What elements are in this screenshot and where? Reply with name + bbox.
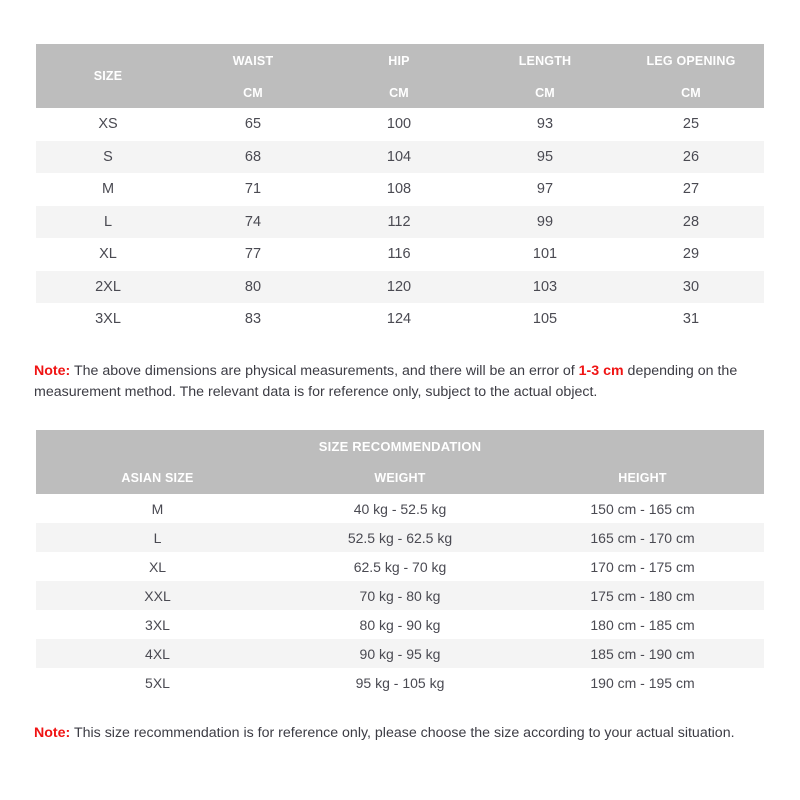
cell-hip: 104	[386, 148, 412, 165]
table-row	[36, 639, 764, 668]
column-unit-leg-opening: CM	[618, 77, 764, 108]
measurement-table	[36, 44, 764, 336]
cell-length: 97	[536, 181, 554, 198]
cell-leg-opening: 26	[682, 148, 700, 165]
cell-waist: 83	[244, 311, 262, 328]
cell-leg-opening: 31	[682, 311, 700, 328]
table-row	[36, 238, 764, 271]
cell-length: 93	[536, 116, 554, 133]
cell-leg-opening: 30	[682, 278, 700, 295]
measurement-table-header	[36, 44, 764, 108]
table-row	[36, 141, 764, 174]
note-text-before: This size recommendation is for reference only, please choose the size according to your actual situation.	[70, 725, 735, 742]
recommendation-table-body	[36, 494, 764, 697]
table-row	[36, 271, 764, 304]
cell-height: 175 cm - 180 cm	[590, 587, 695, 604]
recommendation-table-header	[36, 430, 764, 494]
cell-size: M	[101, 181, 115, 198]
cell-weight: 40 kg - 52.5 kg	[353, 500, 447, 517]
note-recommendation	[34, 723, 764, 744]
table-row	[36, 668, 764, 697]
cell-size: 3XL	[95, 311, 121, 328]
cell-waist: 74	[244, 213, 262, 230]
cell-waist: 65	[244, 116, 262, 133]
recommendation-table	[36, 430, 764, 697]
cell-height: 170 cm - 175 cm	[590, 558, 695, 575]
table-row	[36, 206, 764, 239]
column-header-waist: WAIST	[180, 44, 326, 77]
cell-weight: 70 kg - 80 kg	[359, 587, 441, 604]
recommendation-title: SIZE RECOMMENDATION	[36, 430, 764, 462]
recommendation-title-row	[36, 430, 764, 462]
cell-waist: 68	[244, 148, 262, 165]
cell-hip: 120	[386, 278, 412, 295]
column-header-leg-opening: LEG OPENING	[618, 44, 764, 77]
cell-waist: 71	[244, 181, 262, 198]
column-header-asian-size: ASIAN SIZE	[36, 462, 279, 494]
cell-size: L	[103, 213, 113, 230]
cell-length: 99	[536, 213, 554, 230]
cell-weight: 90 kg - 95 kg	[359, 645, 441, 662]
cell-hip: 116	[387, 246, 411, 263]
note-label: Note:	[34, 363, 71, 380]
column-header-length: LENGTH	[472, 44, 618, 77]
note-accent: 1-3 cm	[578, 363, 624, 380]
cell-height: 190 cm - 195 cm	[590, 674, 695, 691]
recommendation-header-row	[36, 462, 764, 494]
column-unit-length: CM	[472, 77, 618, 108]
cell-height: 185 cm - 190 cm	[590, 645, 695, 662]
note-measurement	[34, 361, 764, 403]
cell-height: 150 cm - 165 cm	[590, 500, 695, 517]
note-text-before: The above dimensions are physical measurements, and there will be an error of	[70, 363, 579, 380]
cell-weight: 62.5 kg - 70 kg	[353, 558, 447, 575]
cell-size: XS	[98, 116, 118, 133]
cell-height: 180 cm - 185 cm	[590, 616, 695, 633]
table-row	[36, 581, 764, 610]
column-header-weight: WEIGHT	[279, 462, 521, 494]
table-row	[36, 108, 764, 141]
table-row	[36, 610, 764, 639]
cell-height: 165 cm - 170 cm	[590, 529, 695, 546]
cell-hip: 108	[386, 181, 412, 198]
cell-length: 105	[532, 311, 558, 328]
cell-size: 2XL	[95, 278, 121, 295]
cell-hip: 100	[386, 116, 412, 133]
cell-leg-opening: 28	[682, 213, 700, 230]
cell-asian-size: XXL	[144, 587, 171, 604]
column-unit-hip: CM	[326, 77, 472, 108]
cell-leg-opening: 25	[682, 116, 700, 133]
cell-waist: 80	[244, 278, 262, 295]
cell-leg-opening: 29	[682, 246, 700, 263]
cell-asian-size: 5XL	[145, 674, 170, 691]
column-unit-waist: CM	[180, 77, 326, 108]
cell-waist: 77	[244, 246, 262, 263]
table-row	[36, 552, 764, 581]
measurement-table-body	[36, 108, 764, 336]
note-text-after: depending on the measurement method. The relevant data is for reference only, subject to the actual object.	[34, 363, 738, 401]
cell-asian-size: 4XL	[145, 645, 170, 662]
cell-asian-size: XL	[148, 558, 167, 575]
cell-length: 103	[532, 278, 558, 295]
cell-asian-size: 3XL	[145, 616, 170, 633]
cell-size: S	[103, 148, 113, 165]
cell-size: XL	[99, 246, 117, 263]
cell-weight: 80 kg - 90 kg	[359, 616, 441, 633]
cell-weight: 95 kg - 105 kg	[355, 674, 445, 691]
table-row	[36, 494, 764, 523]
cell-length: 101	[532, 246, 558, 263]
table-row	[36, 303, 764, 336]
table-row	[36, 523, 764, 552]
cell-leg-opening: 27	[682, 181, 700, 198]
column-header-size: SIZE	[36, 44, 180, 108]
cell-length: 95	[536, 148, 554, 165]
column-header-height: HEIGHT	[521, 462, 764, 494]
column-header-hip: HIP	[326, 44, 472, 77]
measurement-header-row-labels	[36, 44, 764, 77]
cell-hip: 124	[386, 311, 412, 328]
cell-asian-size: M	[151, 500, 164, 517]
cell-hip: 112	[387, 213, 411, 230]
cell-weight: 52.5 kg - 62.5 kg	[347, 529, 453, 546]
table-row	[36, 173, 764, 206]
cell-asian-size: L	[153, 529, 162, 546]
note-label: Note:	[34, 725, 71, 742]
